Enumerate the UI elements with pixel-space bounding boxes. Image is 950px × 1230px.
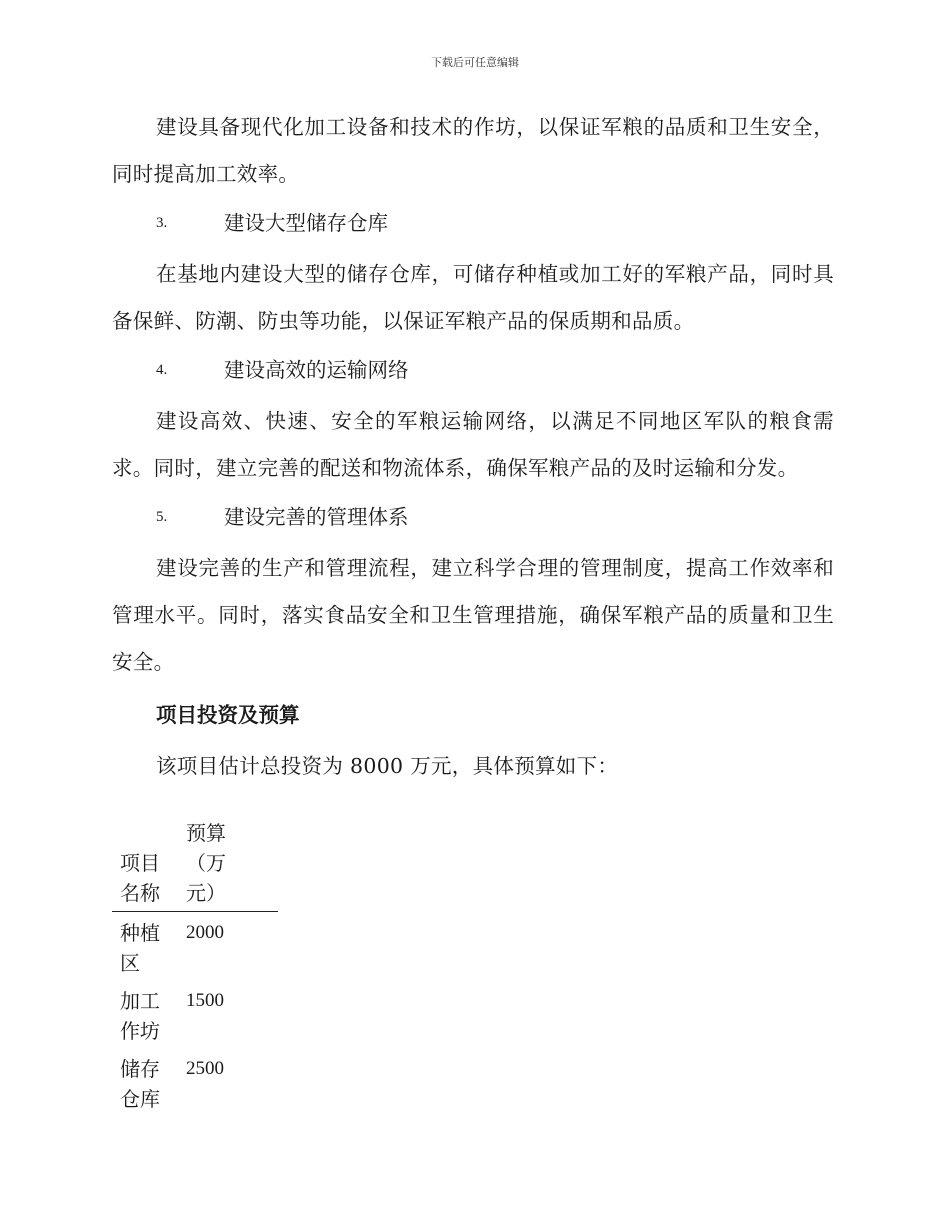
- paragraph: 该项目估计总投资为 8000 万元，具体预算如下：: [156, 754, 619, 778]
- list-item-text: 建设高效的运输网络: [224, 358, 409, 382]
- list-item: [112, 347, 834, 394]
- table-cell-name: 加工作坊: [120, 989, 160, 1043]
- budget-table: [112, 818, 278, 1116]
- document-body: [112, 104, 834, 790]
- list-item-number: 4.: [156, 362, 168, 378]
- table-cell-name: 储存仓库: [120, 1057, 160, 1111]
- paragraph: 在基地内建设大型的储存仓库，可储存种植或加工好的军粮产品，同时具备保鲜、防潮、防虫等功能，以保证军粮产品的保质期和品质。: [112, 262, 834, 333]
- page-header: 下载后可任意编辑: [431, 56, 519, 69]
- column-header-budget: 预算（万元）: [186, 818, 278, 912]
- table-cell-value: 2000: [186, 922, 224, 943]
- list-item: [112, 200, 834, 247]
- list-item-text: 建设完善的管理体系: [224, 505, 409, 529]
- table-row: [112, 912, 278, 981]
- table-cell-name: 种植区: [120, 921, 160, 975]
- paragraph: 建设完善的生产和管理流程，建立科学合理的管理制度，提高工作效率和管理水平。同时，落实食品安全和卫生管理措施，确保军粮产品的质量和卫生安全。: [112, 556, 834, 674]
- list-item-text: 建设大型储存仓库: [224, 211, 388, 235]
- table-cell-value: 2500: [186, 1058, 224, 1079]
- table-header-row: [112, 818, 278, 912]
- list-item: [112, 494, 834, 541]
- section-heading: 项目投资及预算: [156, 703, 300, 727]
- list-item-number: 3.: [156, 215, 168, 231]
- table-cell-value: 1500: [186, 990, 224, 1011]
- column-header-name: 项目名称: [112, 818, 186, 912]
- table-row: [112, 980, 278, 1048]
- table-row: [112, 1048, 278, 1116]
- list-item-number: 5.: [156, 509, 168, 525]
- paragraph: 建设高效、快速、安全的军粮运输网络，以满足不同地区军队的粮食需求。同时，建立完善的配送和物流体系，确保军粮产品的及时运输和分发。: [112, 409, 834, 480]
- paragraph: 建设具备现代化加工设备和技术的作坊，以保证军粮的品质和卫生安全，同时提高加工效率。: [112, 115, 834, 186]
